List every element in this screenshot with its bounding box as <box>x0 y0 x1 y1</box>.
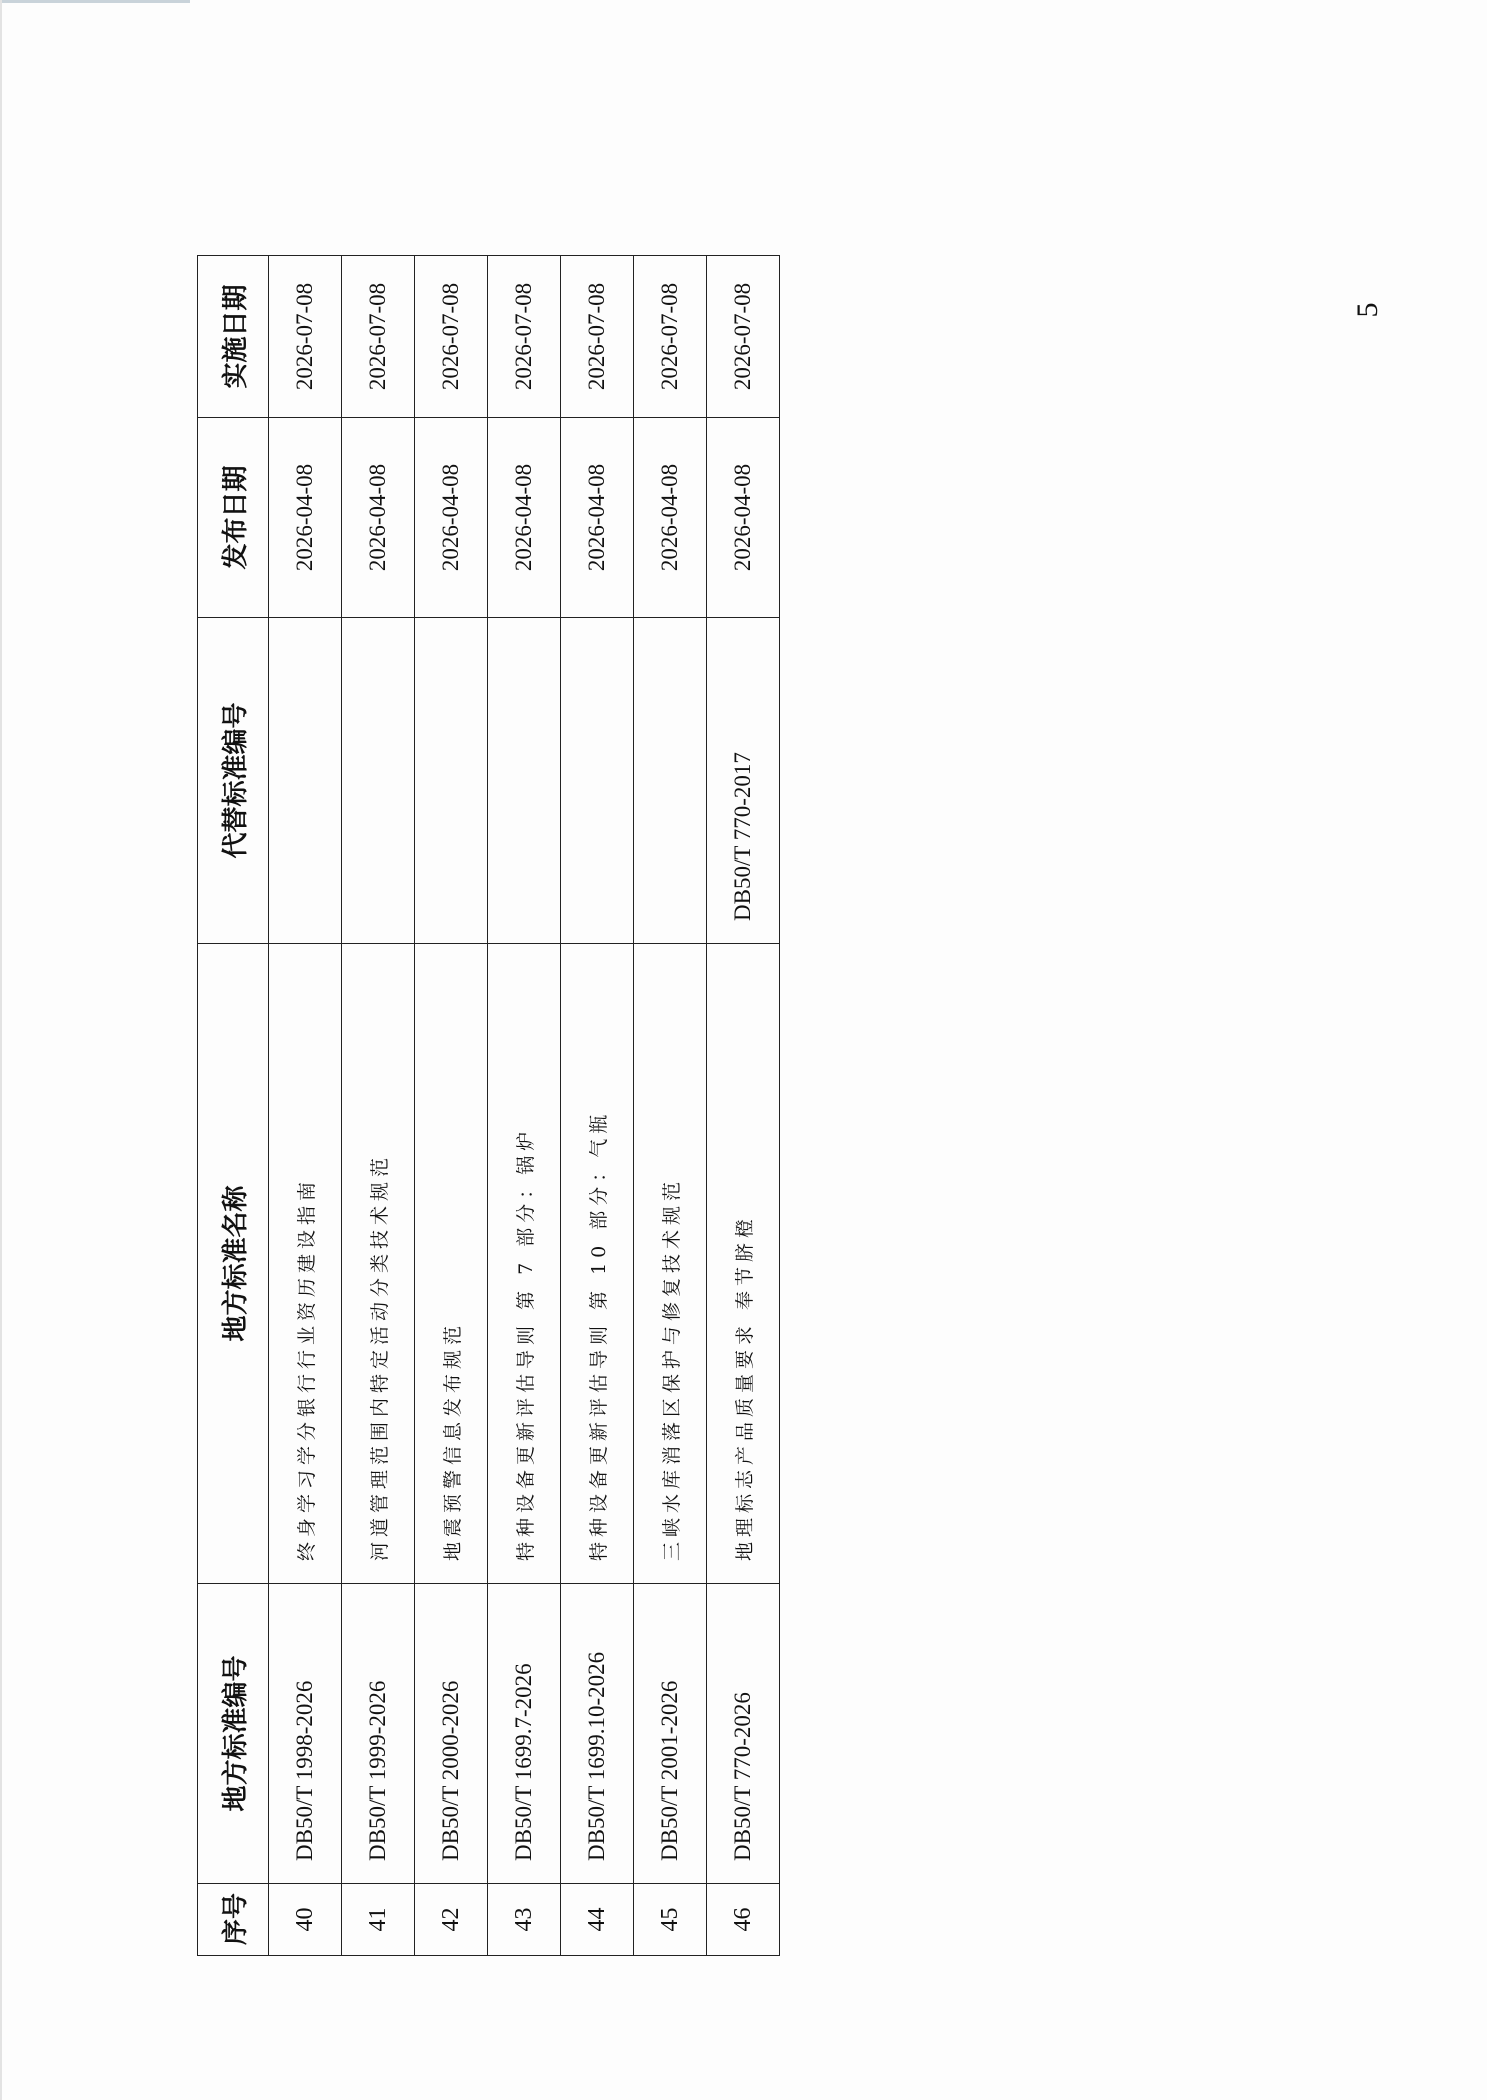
cell-name: 特种设备更新评估导则 第 7 部分：锅炉 <box>488 944 561 1584</box>
header-publish-date: 发布日期 <box>198 418 269 618</box>
scan-left-edge <box>0 0 2 2100</box>
cell-code: DB50/T 770-2026 <box>707 1584 780 1884</box>
cell-implement-date: 2026-07-08 <box>342 256 415 418</box>
page-number-value: 5 <box>1351 302 1384 318</box>
table-row <box>415 256 488 1956</box>
cell-code: DB50/T 2000-2026 <box>415 1584 488 1884</box>
cell-no: 44 <box>561 1884 634 1956</box>
cell-implement-date: 2026-07-08 <box>707 256 780 418</box>
cell-publish-date: 2026-04-08 <box>634 418 707 618</box>
cell-name: 终身学习学分银行行业资历建设指南 <box>269 944 342 1584</box>
cell-code: DB50/T 1999-2026 <box>342 1584 415 1884</box>
cell-replace <box>269 618 342 944</box>
cell-name: 三峡水库消落区保护与修复技术规范 <box>634 944 707 1584</box>
header-name: 地方标准名称 <box>198 944 269 1584</box>
table-row <box>342 256 415 1956</box>
standards-table <box>197 255 780 1956</box>
cell-replace <box>634 618 707 944</box>
cell-name: 特种设备更新评估导则 第 10 部分：气瓶 <box>561 944 634 1584</box>
header-no: 序号 <box>198 1884 269 1956</box>
cell-name: 河道管理范围内特定活动分类技术规范 <box>342 944 415 1584</box>
table-row <box>561 256 634 1956</box>
cell-no: 45 <box>634 1884 707 1956</box>
header-implement-date: 实施日期 <box>198 256 269 418</box>
cell-replace <box>342 618 415 944</box>
header-code: 地方标准编号 <box>198 1584 269 1884</box>
cell-implement-date: 2026-07-08 <box>634 256 707 418</box>
standards-table-container <box>197 256 777 1956</box>
cell-replace <box>561 618 634 944</box>
cell-publish-date: 2026-04-08 <box>488 418 561 618</box>
cell-publish-date: 2026-04-08 <box>561 418 634 618</box>
cell-publish-date: 2026-04-08 <box>415 418 488 618</box>
cell-implement-date: 2026-07-08 <box>561 256 634 418</box>
cell-implement-date: 2026-07-08 <box>269 256 342 418</box>
cell-publish-date: 2026-04-08 <box>707 418 780 618</box>
header-replace: 代替标准编号 <box>198 618 269 944</box>
cell-no: 41 <box>342 1884 415 1956</box>
cell-no: 40 <box>269 1884 342 1956</box>
cell-name: 地震预警信息发布规范 <box>415 944 488 1584</box>
cell-code: DB50/T 2001-2026 <box>634 1584 707 1884</box>
table-row <box>269 256 342 1956</box>
cell-replace: DB50/T 770-2017 <box>707 618 780 944</box>
cell-replace <box>415 618 488 944</box>
cell-no: 43 <box>488 1884 561 1956</box>
cell-replace <box>488 618 561 944</box>
page-number <box>1308 290 1428 330</box>
table-header-row <box>198 256 269 1956</box>
table-row <box>634 256 707 1956</box>
cell-code: DB50/T 1998-2026 <box>269 1584 342 1884</box>
cell-publish-date: 2026-04-08 <box>342 418 415 618</box>
cell-code: DB50/T 1699.7-2026 <box>488 1584 561 1884</box>
table-row <box>707 256 780 1956</box>
cell-no: 46 <box>707 1884 780 1956</box>
cell-implement-date: 2026-07-08 <box>415 256 488 418</box>
table-row <box>488 256 561 1956</box>
cell-publish-date: 2026-04-08 <box>269 418 342 618</box>
cell-implement-date: 2026-07-08 <box>488 256 561 418</box>
cell-no: 42 <box>415 1884 488 1956</box>
cell-code: DB50/T 1699.10-2026 <box>561 1584 634 1884</box>
cell-name: 地理标志产品质量要求 奉节脐橙 <box>707 944 780 1584</box>
scan-edge-mark <box>0 0 190 3</box>
